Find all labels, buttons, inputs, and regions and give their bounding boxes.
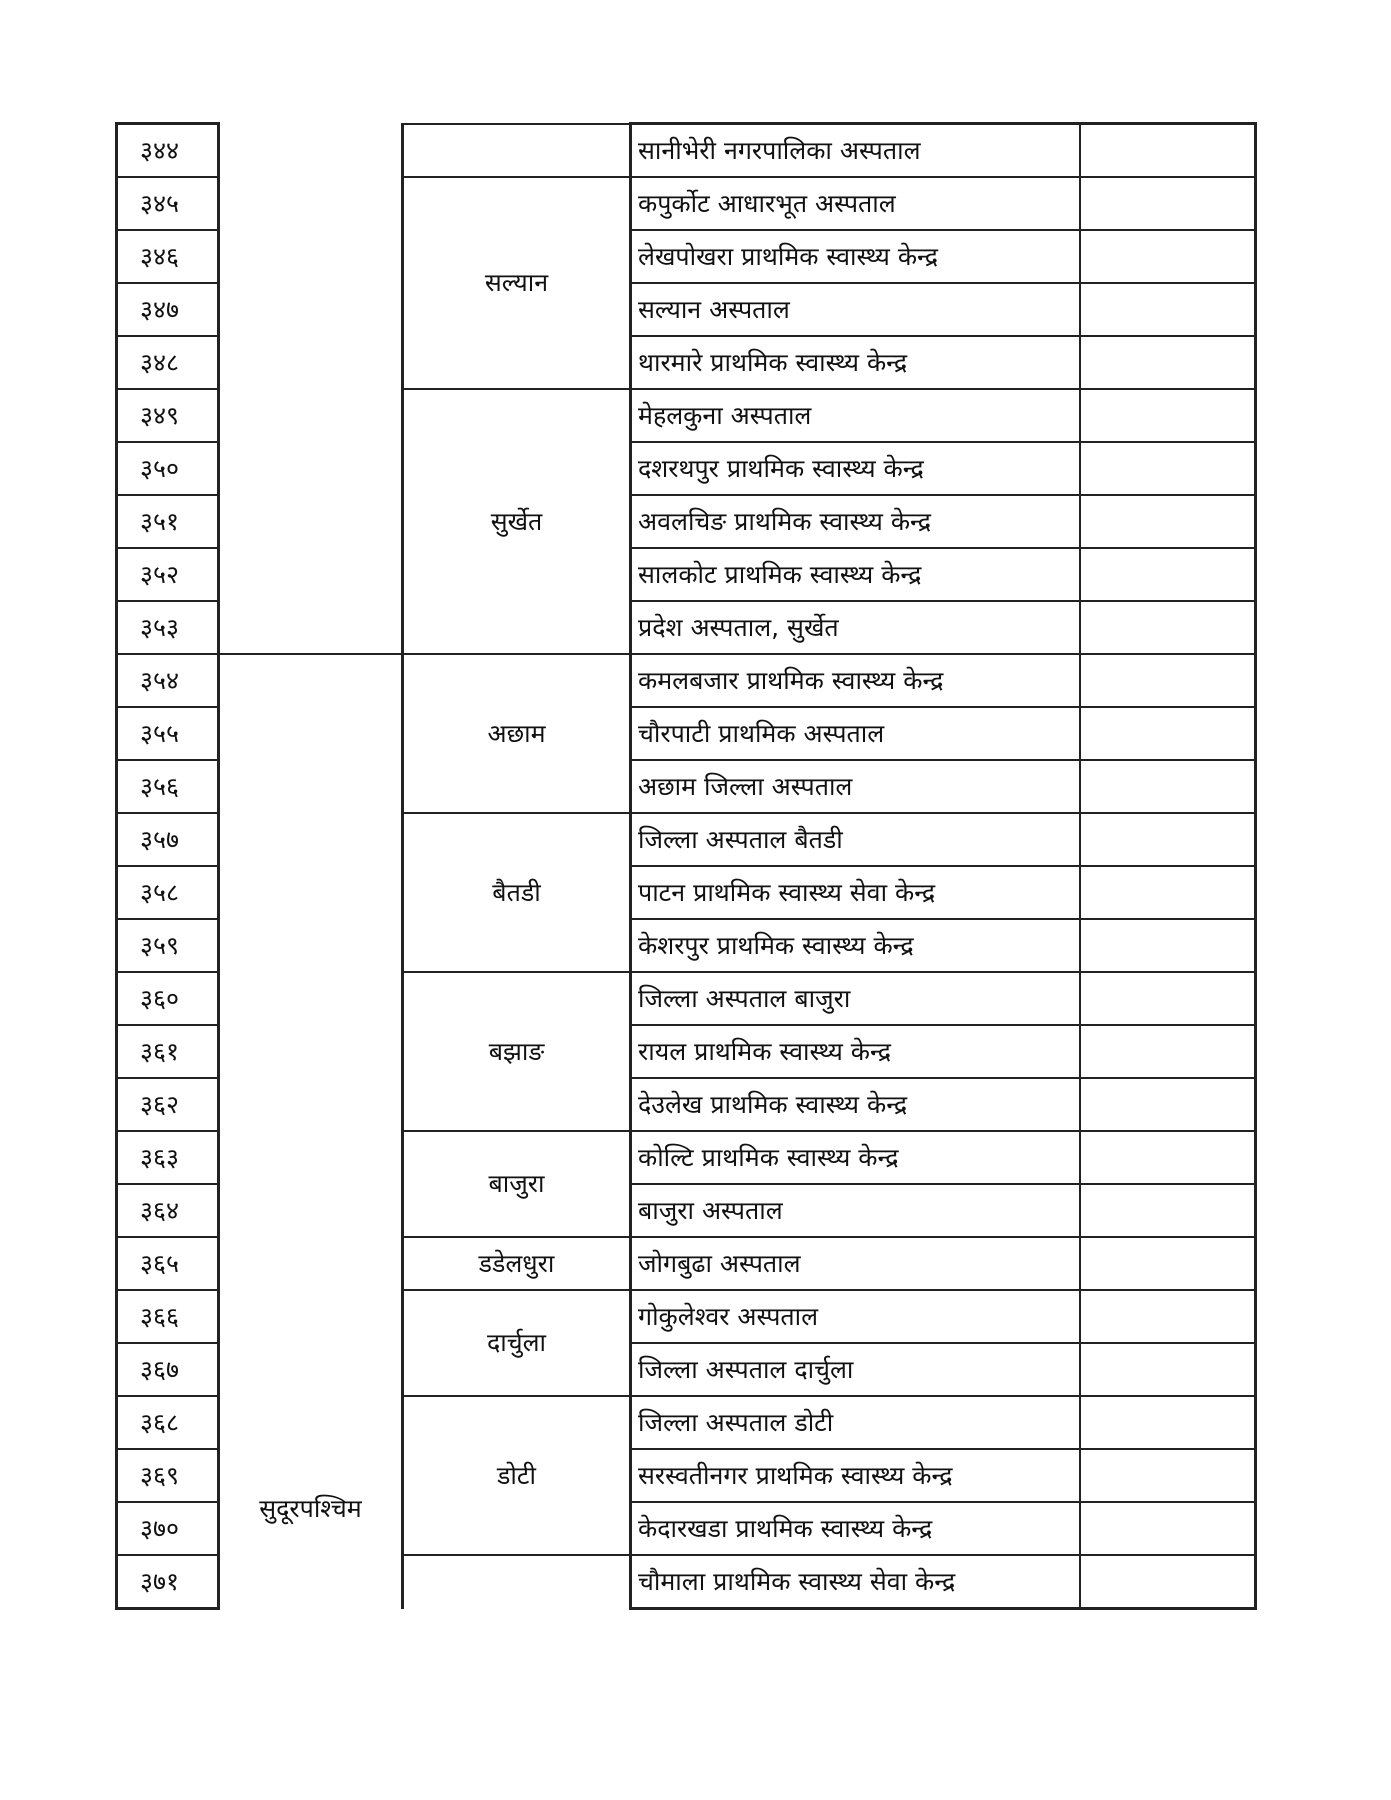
remarks-cell: [1080, 1184, 1256, 1237]
serial-number: ३४९: [117, 389, 219, 442]
facility-name: जिल्ला अस्पताल बाजुरा: [631, 972, 1080, 1025]
serial-number: ३५२: [117, 548, 219, 601]
facility-name: देउलेख प्राथमिक स्वास्थ्य केन्द्र: [631, 1078, 1080, 1131]
remarks-cell: [1080, 389, 1256, 442]
serial-number: ३७०: [117, 1502, 219, 1555]
remarks-cell: [1080, 813, 1256, 866]
facility-name: सालकोट प्राथमिक स्वास्थ्य केन्द्र: [631, 548, 1080, 601]
serial-number: ३५६: [117, 760, 219, 813]
serial-number: ३५१: [117, 495, 219, 548]
serial-number: ३६३: [117, 1131, 219, 1184]
facility-name: प्रदेश अस्पताल, सुर्खेत: [631, 601, 1080, 654]
remarks-cell: [1080, 654, 1256, 707]
serial-number: ३५३: [117, 601, 219, 654]
facility-name: जिल्ला अस्पताल डोटी: [631, 1396, 1080, 1449]
serial-number: ३५७: [117, 813, 219, 866]
facility-name: कपुर्कोट आधारभूत अस्पताल: [631, 177, 1080, 230]
remarks-cell: [1080, 442, 1256, 495]
remarks-cell: [1080, 283, 1256, 336]
district-bajhang: बझाङ: [403, 972, 631, 1131]
serial-number: ३४४: [117, 124, 219, 178]
facility-name: अवलचिङ प्राथमिक स्वास्थ्य केन्द्र: [631, 495, 1080, 548]
serial-number: ३४५: [117, 177, 219, 230]
remarks-cell: [1080, 336, 1256, 389]
remarks-cell: [1080, 495, 1256, 548]
serial-number: ३६४: [117, 1184, 219, 1237]
facility-name: जोगबुढा अस्पताल: [631, 1237, 1080, 1290]
serial-number: ३६५: [117, 1237, 219, 1290]
province-sudurpashchim: सुदूरपश्चिम: [219, 654, 403, 1609]
facility-name: पाटन प्राथमिक स्वास्थ्य सेवा केन्द्र: [631, 866, 1080, 919]
facility-name: गोकुलेश्वर अस्पताल: [631, 1290, 1080, 1343]
district-cell: [403, 124, 631, 178]
facility-name: सल्यान अस्पताल: [631, 283, 1080, 336]
serial-number: ३६९: [117, 1449, 219, 1502]
facility-name: रायल प्राथमिक स्वास्थ्य केन्द्र: [631, 1025, 1080, 1078]
district-surkhet: सुर्खेत: [403, 389, 631, 654]
serial-number: ३७१: [117, 1555, 219, 1609]
remarks-cell: [1080, 124, 1256, 178]
facility-name: केदारखडा प्राथमिक स्वास्थ्य केन्द्र: [631, 1502, 1080, 1555]
remarks-cell: [1080, 1396, 1256, 1449]
serial-number: ३५५: [117, 707, 219, 760]
remarks-cell: [1080, 601, 1256, 654]
facility-name: जिल्ला अस्पताल दार्चुला: [631, 1343, 1080, 1396]
remarks-cell: [1080, 1078, 1256, 1131]
remarks-cell: [1080, 548, 1256, 601]
hospital-list-table: [115, 122, 1257, 1610]
remarks-cell: [1080, 919, 1256, 972]
district-baitadi: बैतडी: [403, 813, 631, 972]
remarks-cell: [1080, 1555, 1256, 1609]
district-darchula: दार्चुला: [403, 1290, 631, 1396]
serial-number: ३५९: [117, 919, 219, 972]
district-cell: [403, 1555, 631, 1609]
facility-name: कमलबजार प्राथमिक स्वास्थ्य केन्द्र: [631, 654, 1080, 707]
facility-name: चौरपाटी प्राथमिक अस्पताल: [631, 707, 1080, 760]
remarks-cell: [1080, 1237, 1256, 1290]
district-salyan: सल्यान: [403, 177, 631, 389]
facility-name: केशरपुर प्राथमिक स्वास्थ्य केन्द्र: [631, 919, 1080, 972]
facility-name: दशरथपुर प्राथमिक स्वास्थ्य केन्द्र: [631, 442, 1080, 495]
serial-number: ३५४: [117, 654, 219, 707]
serial-number: ३६०: [117, 972, 219, 1025]
remarks-cell: [1080, 707, 1256, 760]
table-row: [117, 124, 1256, 178]
district-doti: डोटी: [403, 1396, 631, 1555]
remarks-cell: [1080, 230, 1256, 283]
district-bajura: बाजुरा: [403, 1131, 631, 1237]
remarks-cell: [1080, 1343, 1256, 1396]
facility-name: सानीभेरी नगरपालिका अस्पताल: [631, 124, 1080, 178]
district-dadeldhura: डडेलधुरा: [403, 1237, 631, 1290]
facility-name: मेहलकुना अस्पताल: [631, 389, 1080, 442]
remarks-cell: [1080, 972, 1256, 1025]
serial-number: ३६२: [117, 1078, 219, 1131]
facility-name: चौमाला प्राथमिक स्वास्थ्य सेवा केन्द्र: [631, 1555, 1080, 1609]
serial-number: ३४८: [117, 336, 219, 389]
serial-number: ३६६: [117, 1290, 219, 1343]
serial-number: ३४७: [117, 283, 219, 336]
facility-name: सरस्वतीनगर प्राथमिक स्वास्थ्य केन्द्र: [631, 1449, 1080, 1502]
remarks-cell: [1080, 1502, 1256, 1555]
district-achham: अछाम: [403, 654, 631, 813]
facility-name: कोल्टि प्राथमिक स्वास्थ्य केन्द्र: [631, 1131, 1080, 1184]
facility-name: अछाम जिल्ला अस्पताल: [631, 760, 1080, 813]
province-cell: [219, 124, 403, 655]
remarks-cell: [1080, 1449, 1256, 1502]
remarks-cell: [1080, 1290, 1256, 1343]
facility-name: जिल्ला अस्पताल बैतडी: [631, 813, 1080, 866]
serial-number: ३६७: [117, 1343, 219, 1396]
remarks-cell: [1080, 177, 1256, 230]
remarks-cell: [1080, 1025, 1256, 1078]
serial-number: ३४६: [117, 230, 219, 283]
facility-name: लेखपोखरा प्राथमिक स्वास्थ्य केन्द्र: [631, 230, 1080, 283]
serial-number: ३५८: [117, 866, 219, 919]
serial-number: ३५०: [117, 442, 219, 495]
facility-name: थारमारे प्राथमिक स्वास्थ्य केन्द्र: [631, 336, 1080, 389]
remarks-cell: [1080, 866, 1256, 919]
facility-name: बाजुरा अस्पताल: [631, 1184, 1080, 1237]
table-row: [117, 654, 1256, 707]
remarks-cell: [1080, 1131, 1256, 1184]
remarks-cell: [1080, 760, 1256, 813]
serial-number: ३६८: [117, 1396, 219, 1449]
serial-number: ३६१: [117, 1025, 219, 1078]
